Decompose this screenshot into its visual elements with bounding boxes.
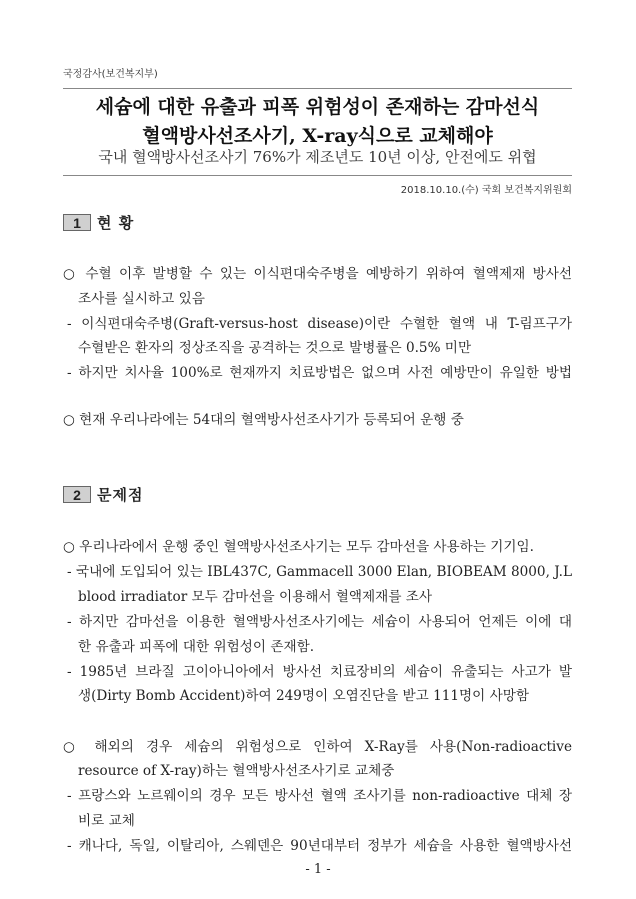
- dash-line: - 하지만 감마선을 이용한 혈액방사선조사기에는 세슘이 사용되어 언제든 이에 대: [67, 614, 572, 630]
- divider: [63, 175, 572, 176]
- divider: [63, 88, 572, 89]
- section-heading-1: [63, 212, 134, 233]
- bullet-line: ○ 해외의 경우 세슘의 위험성으로 인하여 X-Ray를 사용(Non-radioactive: [63, 739, 572, 755]
- dash-line: - 프랑스와 노르웨이의 경우 모든 방사선 혈액 조사기를 non-radioactive 대체 장: [67, 788, 572, 804]
- subtitle: 국내 혈액방사선조사기 76%가 제조년도 10년 이상, 안전에도 위협: [98, 148, 537, 166]
- bullet-line: ○ 현재 우리나라에는 54대의 혈액방사선조사기가 등록되어 운행 중: [63, 412, 464, 428]
- dash-line: - 이식편대숙주병(Graft-versus-host disease)이란 수혈한 혈액 내 T-림프구가: [67, 316, 572, 332]
- bullet-line: ○ 수혈 이후 발병할 수 있는 이식편대숙주병을 예방하기 위하여 혈액제재 방사선: [63, 266, 572, 282]
- section-heading-2: [63, 484, 143, 505]
- dash-line: - 캐나다, 독일, 이탈리아, 스웨덴은 90년대부터 정부가 세슘을 사용한 혈액방사선: [67, 838, 572, 854]
- dash-line: blood irradiator 모두 감마선을 이용해서 혈액제재를 조사: [78, 589, 433, 605]
- bullet-line: 조사를 실시하고 있음: [78, 291, 205, 307]
- title-line-1: 세슘에 대한 유출과 피폭 위험성이 존재하는 감마선식: [95, 96, 540, 118]
- dash-line: - 국내에 도입되어 있는 IBL437C, Gammacell 3000 Elan, BIOBEAM 8000, J.L: [67, 564, 572, 580]
- bullet-line: resource of X-ray)하는 혈액방사선조사기로 교체중: [78, 763, 395, 779]
- page-number: - 1 -: [305, 862, 331, 877]
- section-number: 1: [63, 214, 91, 231]
- dash-line: 한 유출과 피폭에 대한 위험성이 존재함.: [78, 639, 315, 655]
- dash-line: 비로 교체: [78, 813, 135, 829]
- bullet-line: ○ 우리나라에서 운행 중인 혈액방사선조사기는 모두 감마선을 사용하는 기기임.: [63, 539, 534, 555]
- section-title: 문제점: [97, 486, 144, 504]
- section-number: 2: [63, 486, 91, 503]
- section-title: 현 황: [97, 214, 135, 232]
- dash-line: - 1985년 브라질 고이아니아에서 방사선 치료장비의 세슘이 유출되는 사고가 발: [67, 664, 572, 680]
- title-line-2: 혈액방사선조사기, X-ray식으로 교체해야: [142, 125, 493, 147]
- dash-line: - 하지만 치사율 100%로 현재까지 치료방법은 없으며 사전 예방만이 유일한 방법: [67, 365, 572, 381]
- document-category-label: 국정감사(보건복지부): [63, 69, 158, 80]
- date-line: 2018.10.10.(수) 국회 보건복지위원회: [400, 185, 572, 196]
- dash-line: 생(Dirty Bomb Accident)하여 249명이 오염진단을 받고 111명이 사망함: [78, 688, 529, 704]
- dash-line: 수혈받은 환자의 정상조직을 공격하는 것으로 발병률은 0.5% 미만: [78, 340, 472, 356]
